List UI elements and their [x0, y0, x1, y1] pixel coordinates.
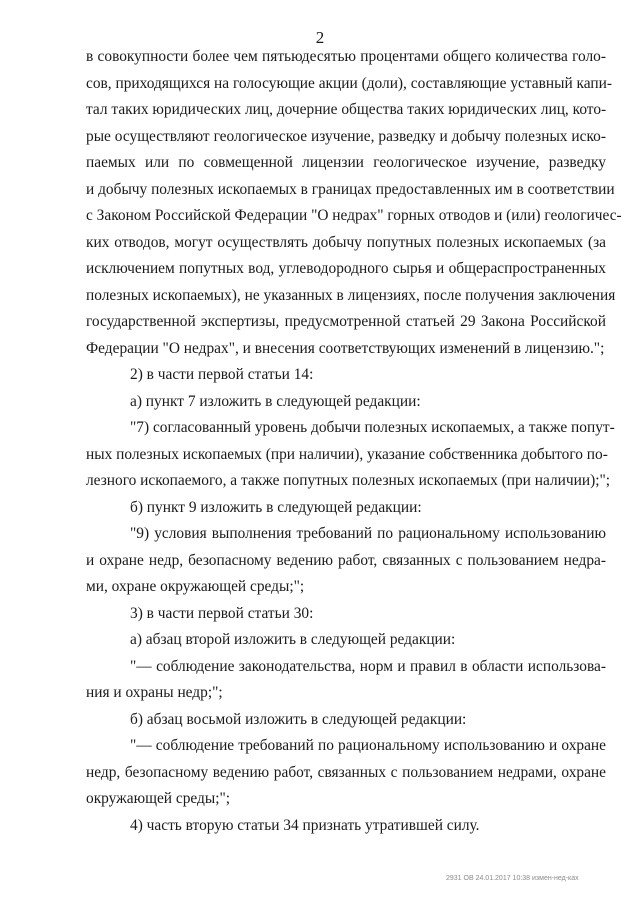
text-line: 2) в части первой статьи 14: — [130, 366, 314, 383]
text-line: ких отводов, могут осуществлять добычу попутных полезных ископаемых (за — [86, 233, 606, 251]
text-line: и охране недр, безопасному ведению работ, связанных с пользованием недра- — [86, 551, 606, 569]
text-line: ных полезных ископаемых (при наличии), указание собственника добытого по- — [86, 445, 608, 463]
text-line: "9) условия выполнения требований по рациональному использованию — [130, 525, 606, 542]
text-line: рые осуществляют геологическое изучение, разведку и добычу полезных иско- — [86, 127, 606, 145]
body-text — [86, 44, 622, 839]
text-line: ми, охране окружающей среды;"; — [86, 578, 305, 595]
text-line: и добычу полезных ископаемых в границах предоставленных им в соответствии — [86, 180, 615, 198]
text-line: лезного ископаемого, а также попутных полезных ископаемых (при наличии);"; — [86, 472, 611, 489]
text-line: государственной экспертизы, предусмотренной статьей 29 Закона Российской — [86, 313, 606, 330]
text-line: недр, безопасному ведению работ, связанных с пользованием недрами, охране — [86, 763, 606, 781]
text-line: ния и охраны недр;"; — [86, 684, 223, 701]
text-line: б) пункт 9 изложить в следующей редакции: — [130, 498, 422, 516]
text-line: 3) в части первой статьи 30: — [130, 604, 314, 622]
text-line: паемых или по совмещенной лицензии геологическое изучение, разведку — [86, 154, 606, 171]
text-line: "— соблюдение законодательства, норм и правил в области использова- — [130, 657, 606, 675]
text-line: "— соблюдение требований по рациональному использованию и охране — [130, 737, 606, 754]
document-footer-stamp: 2931 ОВ 24.01.2017 10:38 измен-нед-ках — [446, 875, 579, 882]
text-line: Федерации "О недрах", и внесения соответствующих изменений в лицензию."; — [86, 339, 605, 357]
text-line: в совокупности более чем пятьюдесятью процентами общего количества голо- — [86, 48, 606, 65]
text-line: "7) согласованный уровень добычи полезных ископаемых, а также попут- — [130, 419, 615, 436]
text-line: 4) часть вторую статьи 34 признать утратившей силу. — [130, 816, 480, 834]
text-line: б) абзац восьмой изложить в следующей редакции: — [130, 710, 467, 728]
text-line: полезных ископаемых), не указанных в лицензиях, после получения заключения — [86, 286, 616, 304]
text-line: окружающей среды;"; — [86, 790, 231, 807]
text-line: тал таких юридических лиц, дочерние общества таких юридических лиц, кото- — [86, 101, 607, 118]
page-number: 2 — [315, 28, 325, 47]
text-line: сов, приходящихся на голосующие акции (доли), составляющие уставный капи- — [86, 74, 613, 92]
text-line: а) пункт 7 изложить в следующей редакции: — [130, 392, 421, 410]
text-line: исключением попутных вод, углеводородного сырья и общераспространенных — [86, 260, 606, 277]
text-line: а) абзац второй изложить в следующей редакции: — [130, 631, 456, 648]
text-line: с Законом Российской Федерации "О недрах" горных отводов и (или) геологичес- — [86, 207, 622, 224]
